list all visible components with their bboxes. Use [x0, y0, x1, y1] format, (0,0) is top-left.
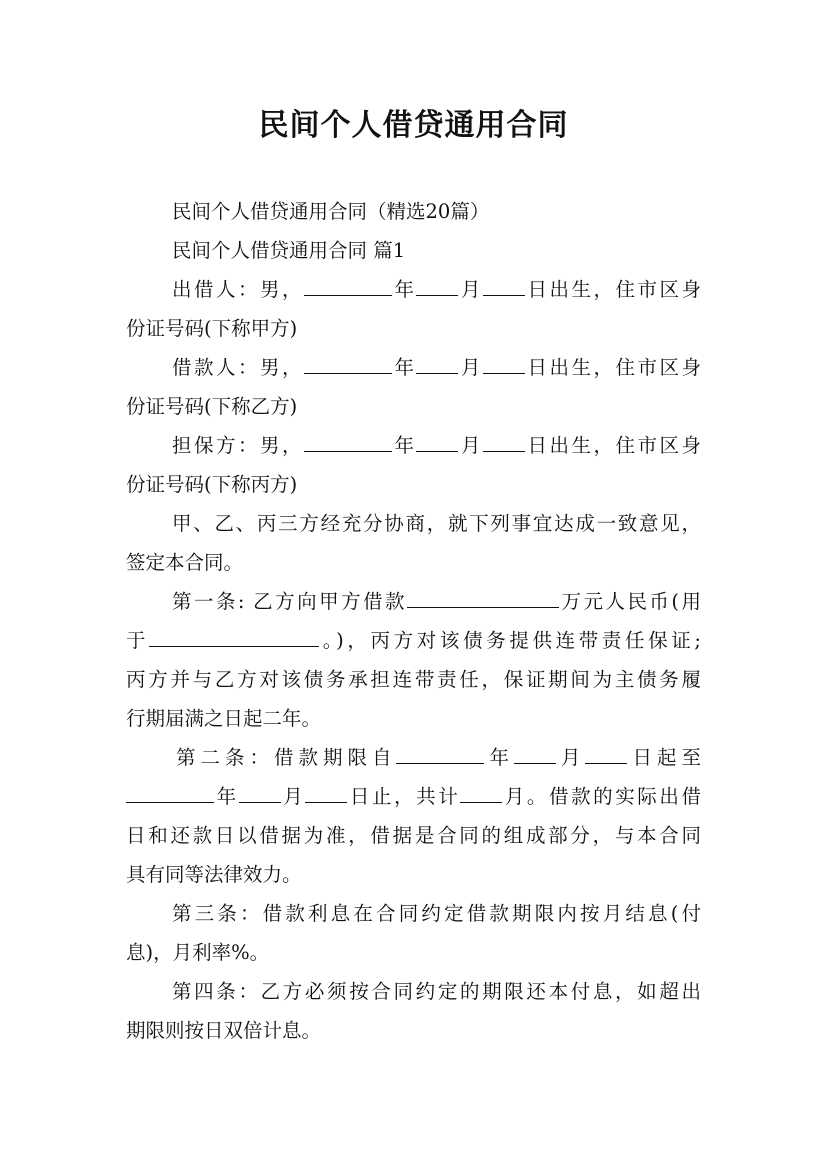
- article-3-line-1: 第三条：借款利息在合同约定借款期限内按月结息(付: [172, 902, 701, 925]
- article-1-text: 万元人民币(用: [559, 590, 701, 613]
- day-label: 日出生，住市区身: [524, 278, 701, 301]
- article-4-line-1: 第四条：乙方必须按合同约定的期限还本付息，如超出: [172, 980, 701, 1003]
- blank-field: [514, 744, 556, 765]
- blank-field: [483, 276, 525, 297]
- blank-field: [239, 783, 281, 804]
- article-1-line-1: [126, 582, 701, 621]
- day-label: 日出生，住市区身: [524, 356, 701, 379]
- party-borrower-line: [126, 348, 701, 387]
- blank-field: [483, 432, 525, 453]
- party-borrower-id: 份证号码(下称乙方): [126, 395, 298, 418]
- party-guarantor-prefix: 担保方：男，: [172, 434, 304, 457]
- article-2-line-2: [126, 777, 701, 816]
- article-2-text: 日起至: [627, 746, 701, 769]
- article-2-text: 月。借款的实际出借: [502, 785, 701, 808]
- article-2-text: 第二条：借款期限自: [176, 746, 397, 769]
- article-1-line-4: 行期届满之日起二年。: [126, 707, 322, 730]
- party-guarantor-line: [126, 426, 701, 465]
- year-label: 年: [391, 434, 417, 457]
- party-lender-line: [126, 270, 701, 309]
- blank-field: [416, 354, 458, 375]
- year-label: 年: [484, 746, 514, 769]
- year-label: 年: [214, 785, 239, 808]
- article-2-line-4: 具有同等法律效力。: [126, 863, 302, 886]
- year-label: 年: [391, 278, 417, 301]
- intro-line-2: 签定本合同。: [126, 551, 244, 574]
- blank-field: [460, 783, 502, 804]
- blank-field: [304, 432, 392, 453]
- blank-field: [416, 276, 458, 297]
- month-label: 月: [555, 746, 586, 769]
- party-lender-prefix: 出借人：男，: [172, 278, 304, 301]
- month-label: 月: [458, 434, 483, 457]
- blank-field: [396, 744, 484, 765]
- document-title: 民间个人借贷通用合同: [258, 108, 569, 143]
- article-3-line-2: 息)，月利率%。: [126, 941, 270, 964]
- blank-field: [126, 783, 214, 804]
- blank-field: [304, 354, 392, 375]
- party-guarantor-id: 份证号码(下称丙方): [126, 473, 298, 496]
- day-label: 日出生，住市区身: [524, 434, 701, 457]
- article-1-line-3: 丙方并与乙方对该债务承担连带责任，保证期间为主债务履: [126, 668, 701, 691]
- subtitle: 民间个人借贷通用合同（精选20篇）: [172, 200, 490, 223]
- section-heading: 民间个人借贷通用合同 篇1: [172, 239, 406, 262]
- blank-field: [149, 627, 319, 648]
- blank-field: [407, 588, 559, 609]
- month-label: 月: [458, 356, 483, 379]
- blank-field: [305, 783, 347, 804]
- blank-field: [483, 354, 525, 375]
- blank-field: [416, 432, 458, 453]
- blank-field: [304, 276, 392, 297]
- party-lender-id: 份证号码(下称甲方): [126, 317, 298, 340]
- party-borrower-prefix: 借款人：男，: [172, 356, 304, 379]
- article-2-line-3: 日和还款日以借据为准，借据是合同的组成部分，与本合同: [126, 824, 701, 847]
- article-2-line-1: [126, 738, 701, 777]
- article-1-text: 。)，丙方对该债务提供连带责任保证;: [319, 629, 701, 652]
- article-1-text: 于: [126, 629, 150, 652]
- document-body: [126, 192, 701, 1050]
- blank-field: [585, 744, 627, 765]
- month-label: 月: [280, 785, 306, 808]
- year-label: 年: [391, 356, 417, 379]
- article-1-text: 第一条: 乙方向甲方借款: [172, 590, 408, 613]
- intro-line-1: 甲、乙、丙三方经充分协商，就下列事宜达成一致意见，: [172, 512, 701, 535]
- month-label: 月: [458, 278, 483, 301]
- article-4-line-2: 期限则按日双倍计息。: [126, 1019, 322, 1042]
- article-2-text: 日止，共计: [347, 785, 461, 808]
- article-1-line-2: [126, 621, 701, 660]
